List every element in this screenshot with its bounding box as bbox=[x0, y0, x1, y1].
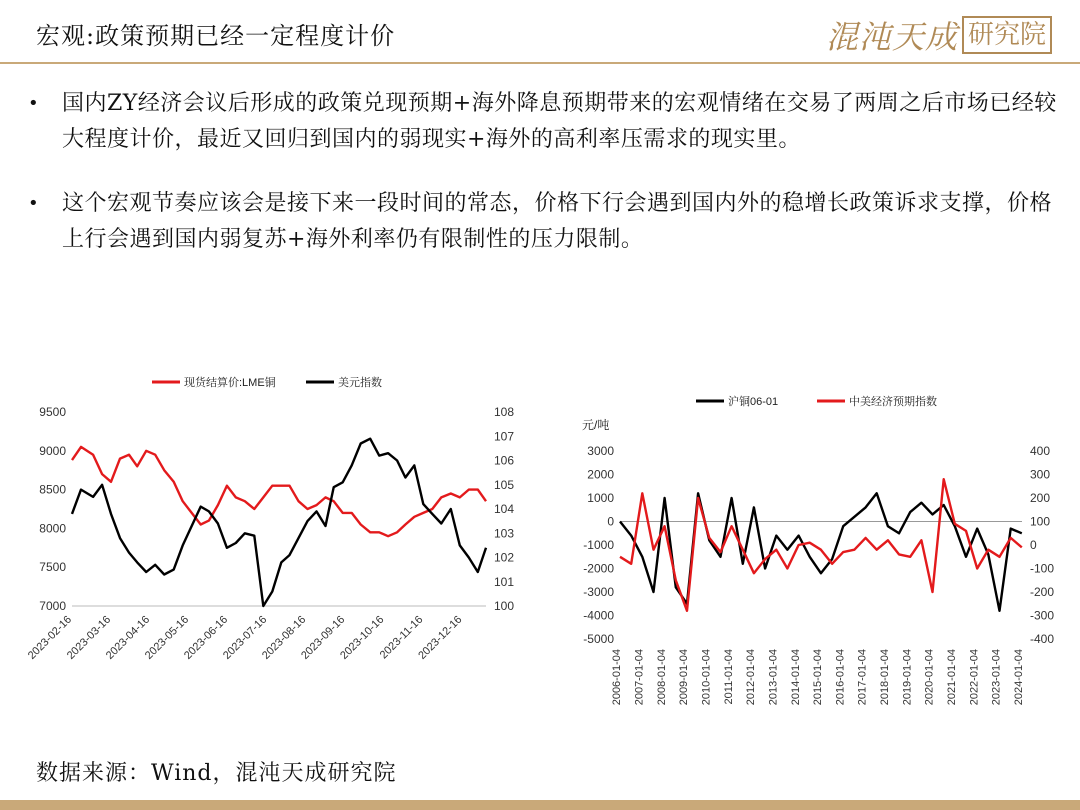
y-left-tick-label: -2000 bbox=[583, 561, 614, 576]
x-tick-label: 2020-01-04 bbox=[923, 649, 936, 706]
x-tick-label: 2019-01-04 bbox=[901, 649, 914, 706]
y-right-tick-label: -400 bbox=[1030, 632, 1055, 646]
bullet-dot-icon: • bbox=[28, 193, 39, 214]
y-left-tick-label: 2000 bbox=[587, 467, 614, 482]
legend-label: 美元指数 bbox=[338, 377, 382, 389]
x-tick-label: 2018-01-04 bbox=[879, 649, 892, 706]
x-tick-label: 2023-01-04 bbox=[990, 649, 1003, 706]
y-right-tick-label: 100 bbox=[1030, 514, 1051, 529]
series-line bbox=[72, 447, 486, 536]
y-right-tick-label: 200 bbox=[1030, 491, 1051, 505]
x-tick-label: 2023-04-16 bbox=[103, 613, 153, 662]
x-tick-label: 2016-01-04 bbox=[834, 649, 847, 706]
logo-text: 混沌天成 bbox=[825, 18, 958, 56]
x-tick-label: 2023-08-16 bbox=[260, 613, 309, 662]
brand-logo bbox=[826, 12, 1052, 58]
x-tick-label: 2017-01-04 bbox=[856, 649, 869, 706]
y-right-tick-label: 108 bbox=[494, 405, 515, 419]
y-right-tick-label: 107 bbox=[494, 429, 515, 444]
shfe-spread-vs-expectation-chart bbox=[560, 385, 1060, 720]
lme-copper-vs-dxy-chart bbox=[20, 368, 540, 680]
y-right-tick-label: -100 bbox=[1030, 561, 1055, 576]
x-tick-label: 2015-01-04 bbox=[812, 649, 825, 706]
bullet-text: 国内ZY经济会议后形成的政策兑现预期+海外降息预期带来的宏观情绪在交易了两周之后市场已经较大程度计价，最近又回归到国内的弱现实+海外的高利率压需求的现实里。 bbox=[62, 91, 1057, 152]
x-tick-label: 2013-01-04 bbox=[767, 649, 780, 706]
x-tick-label: 2023-03-16 bbox=[64, 613, 114, 662]
y-right-tick-label: 400 bbox=[1030, 444, 1051, 458]
y-left-tick-label: 1000 bbox=[587, 491, 614, 505]
y-left-tick-label: 7500 bbox=[39, 560, 66, 575]
y-right-tick-label: 100 bbox=[494, 599, 515, 613]
header-divider bbox=[0, 62, 1080, 64]
bullet-item bbox=[28, 86, 1058, 158]
y-right-tick-label: -200 bbox=[1030, 585, 1055, 599]
y-left-tick-label: 7000 bbox=[39, 599, 66, 613]
y-right-tick-label: 106 bbox=[494, 453, 515, 468]
x-tick-label: 2012-01-04 bbox=[745, 649, 758, 706]
y-right-tick-label: 102 bbox=[494, 550, 515, 565]
x-tick-label: 2006-01-04 bbox=[611, 649, 624, 706]
y-left-tick-label: 8500 bbox=[39, 482, 66, 497]
x-tick-label: 2009-01-04 bbox=[678, 649, 691, 706]
y-right-tick-label: 105 bbox=[494, 477, 515, 492]
x-tick-label: 2023-10-16 bbox=[338, 613, 387, 662]
x-tick-label: 2008-01-04 bbox=[655, 649, 668, 706]
y-left-tick-label: 9500 bbox=[39, 405, 66, 419]
bullet-list bbox=[28, 86, 1058, 286]
y-right-tick-label: 101 bbox=[494, 574, 515, 589]
legend-label: 中美经济预期指数 bbox=[849, 396, 937, 408]
y-right-tick-label: 103 bbox=[494, 526, 515, 541]
footer-bar bbox=[0, 800, 1080, 810]
x-tick-label: 2021-01-04 bbox=[946, 649, 959, 706]
x-tick-label: 2023-02-16 bbox=[25, 613, 75, 662]
x-tick-label: 2023-07-16 bbox=[221, 613, 270, 662]
x-tick-label: 2023-09-16 bbox=[299, 613, 348, 662]
data-source: 数据来源：Wind，混沌天成研究院 bbox=[36, 761, 397, 786]
x-tick-label: 2010-01-04 bbox=[700, 649, 713, 706]
bullet-text: 这个宏观节奏应该会是接下来一段时间的常态，价格下行会遇到国内外的稳增长政策诉求支撑，价格上行会遇到国内弱复苏+海外利率仍有限制性的压力限制。 bbox=[62, 191, 1053, 252]
x-tick-label: 2023-12-16 bbox=[416, 613, 465, 662]
x-tick-label: 2011-01-04 bbox=[722, 649, 735, 705]
logo-box: 研究院 bbox=[962, 16, 1052, 54]
y-right-tick-label: 300 bbox=[1030, 467, 1051, 482]
bullet-item bbox=[28, 186, 1058, 258]
y-right-tick-label: -300 bbox=[1030, 608, 1055, 623]
x-tick-label: 2014-01-04 bbox=[789, 649, 802, 706]
legend-label: 现货结算价:LME铜 bbox=[184, 377, 276, 389]
y-left-tick-label: 3000 bbox=[587, 444, 614, 458]
y-left-tick-label: 0 bbox=[607, 514, 614, 529]
y-left-tick-label: -5000 bbox=[583, 632, 614, 646]
x-tick-label: 2023-05-16 bbox=[142, 613, 192, 662]
x-tick-label: 2024-01-04 bbox=[1013, 649, 1025, 706]
x-tick-label: 2007-01-04 bbox=[633, 649, 646, 706]
x-tick-label: 2022-01-04 bbox=[968, 649, 981, 706]
y-left-tick-label: -4000 bbox=[583, 608, 614, 623]
y-left-tick-label: -3000 bbox=[583, 585, 614, 599]
y-left-tick-label: 9000 bbox=[39, 443, 66, 458]
y-right-tick-label: 0 bbox=[1030, 538, 1037, 552]
y-left-tick-label: -1000 bbox=[583, 538, 614, 552]
legend-label: 沪铜06-01 bbox=[728, 396, 779, 408]
y-left-tick-label: 8000 bbox=[39, 521, 66, 536]
y-axis-label: 元/吨 bbox=[582, 418, 610, 432]
y-right-tick-label: 104 bbox=[494, 502, 515, 516]
x-tick-label: 2023-11-16 bbox=[377, 613, 426, 662]
x-tick-label: 2023-06-16 bbox=[181, 613, 231, 662]
page-title: 宏观:政策预期已经一定程度计价 bbox=[36, 22, 396, 50]
bullet-dot-icon: • bbox=[28, 93, 39, 114]
